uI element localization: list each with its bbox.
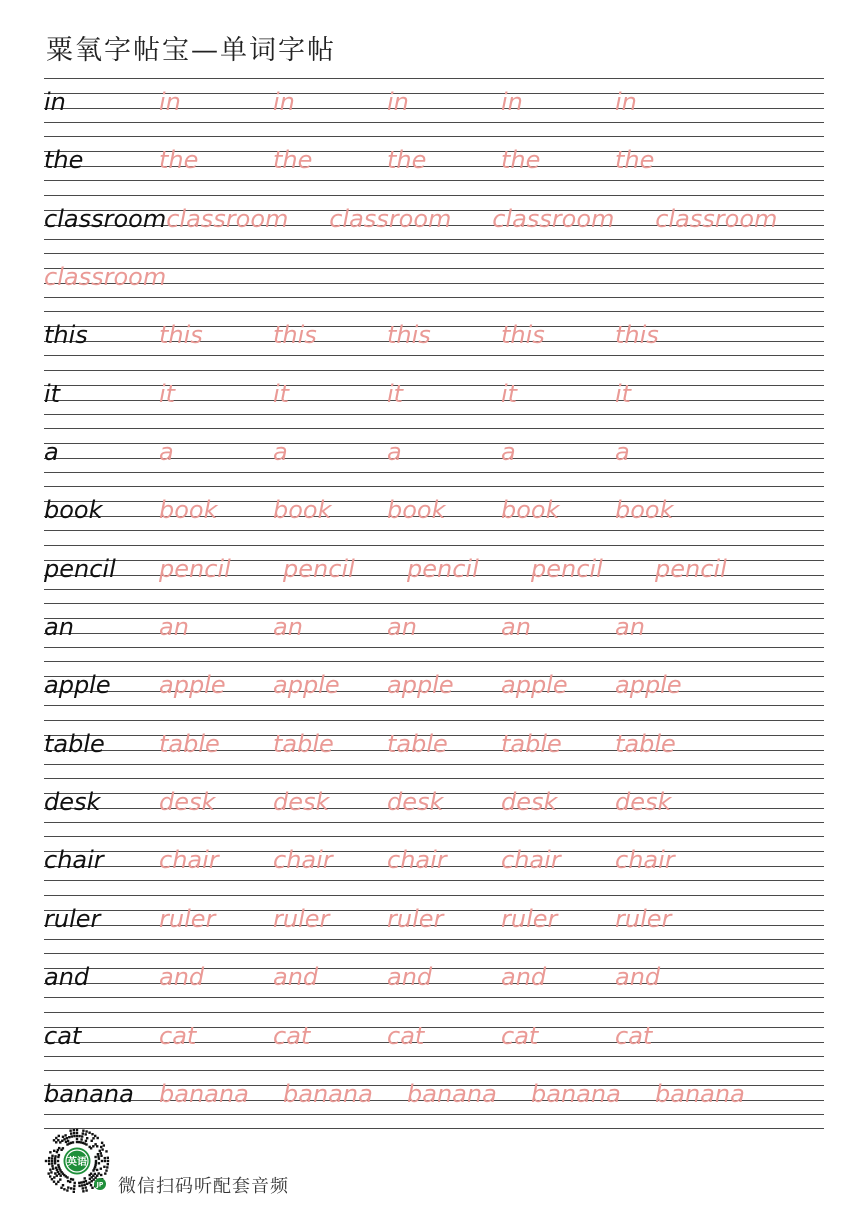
word-line bbox=[44, 140, 824, 180]
footer-caption: 微信扫码听配套音频 bbox=[118, 1176, 289, 1197]
model-word: table bbox=[44, 729, 105, 758]
trace-word: it bbox=[159, 379, 176, 408]
trace-word: an bbox=[501, 613, 531, 642]
rule-line bbox=[44, 603, 824, 604]
rule-line bbox=[44, 1114, 824, 1115]
word-line bbox=[44, 490, 824, 530]
rule-line bbox=[44, 880, 824, 881]
qr-badge-label: 英语 bbox=[67, 1157, 87, 1168]
trace-word: apple bbox=[501, 671, 568, 700]
trace-word: ruler bbox=[615, 904, 672, 933]
rule-line bbox=[44, 545, 824, 546]
trace-word: an bbox=[615, 613, 645, 642]
trace-word: table bbox=[387, 729, 448, 758]
practice-row bbox=[44, 720, 824, 778]
rule-line bbox=[44, 370, 824, 371]
model-word: pencil bbox=[44, 554, 116, 583]
rule-line bbox=[44, 822, 824, 823]
trace-word: book bbox=[387, 496, 446, 525]
handwriting-sheet bbox=[44, 78, 824, 1129]
model-word: a bbox=[44, 438, 59, 467]
practice-row bbox=[44, 545, 824, 603]
trace-word: a bbox=[159, 438, 174, 467]
trace-word: this bbox=[273, 321, 317, 350]
practice-row bbox=[44, 603, 824, 661]
practice-row bbox=[44, 428, 824, 486]
practice-row bbox=[44, 778, 824, 836]
word-line bbox=[44, 199, 824, 239]
rule-line bbox=[44, 836, 824, 837]
rule-line bbox=[44, 1012, 824, 1013]
trace-word: and bbox=[387, 963, 433, 992]
trace-word: a bbox=[387, 438, 402, 467]
rule-line bbox=[44, 778, 824, 779]
rule-line bbox=[44, 953, 824, 954]
trace-word: chair bbox=[387, 846, 447, 875]
trace-word: a bbox=[273, 438, 288, 467]
trace-word: desk bbox=[159, 788, 216, 817]
trace-word: and bbox=[273, 963, 319, 992]
trace-word: book bbox=[159, 496, 218, 525]
trace-word: it bbox=[501, 379, 518, 408]
trace-word: an bbox=[159, 613, 189, 642]
trace-word: it bbox=[615, 379, 632, 408]
rule-line bbox=[44, 720, 824, 721]
model-word: apple bbox=[44, 671, 111, 700]
trace-word: ruler bbox=[501, 904, 558, 933]
rule-line bbox=[44, 1070, 824, 1071]
trace-word: cat bbox=[387, 1021, 425, 1050]
trace-word: apple bbox=[615, 671, 682, 700]
trace-word: this bbox=[387, 321, 431, 350]
trace-word: banana bbox=[407, 1079, 497, 1108]
model-word: the bbox=[44, 146, 84, 175]
word-line bbox=[44, 315, 824, 355]
trace-word: book bbox=[273, 496, 332, 525]
rule-line bbox=[44, 939, 824, 940]
practice-row bbox=[44, 486, 824, 544]
practice-row bbox=[44, 1012, 824, 1070]
rule-line bbox=[44, 428, 824, 429]
word-line bbox=[44, 607, 824, 647]
word-line bbox=[44, 374, 824, 414]
rule-line bbox=[44, 661, 824, 662]
trace-word: this bbox=[615, 321, 659, 350]
trace-word: cat bbox=[615, 1021, 653, 1050]
practice-row bbox=[44, 311, 824, 369]
model-word: cat bbox=[44, 1021, 82, 1050]
rule-line bbox=[44, 297, 824, 298]
trace-word: an bbox=[387, 613, 417, 642]
rule-line bbox=[44, 311, 824, 312]
trace-word: ruler bbox=[273, 904, 330, 933]
rule-line bbox=[44, 136, 824, 137]
trace-word: a bbox=[501, 438, 516, 467]
trace-word: chair bbox=[615, 846, 675, 875]
trace-word: cat bbox=[501, 1021, 539, 1050]
practice-row bbox=[44, 136, 824, 194]
model-word: classroom bbox=[44, 204, 167, 233]
trace-word: it bbox=[273, 379, 290, 408]
practice-row bbox=[44, 78, 824, 136]
rule-line bbox=[44, 764, 824, 765]
rule-line bbox=[44, 997, 824, 998]
trace-word: banana bbox=[159, 1079, 249, 1108]
trace-word: an bbox=[273, 613, 303, 642]
trace-word: chair bbox=[273, 846, 333, 875]
trace-word: table bbox=[273, 729, 334, 758]
qr-corner-badge: JP bbox=[96, 1181, 104, 1189]
trace-word: classroom bbox=[492, 204, 615, 233]
rule-line bbox=[44, 180, 824, 181]
word-line bbox=[44, 840, 824, 880]
model-word: in bbox=[44, 88, 66, 116]
trace-word: ruler bbox=[387, 904, 444, 933]
rule-line bbox=[44, 253, 824, 254]
trace-word: and bbox=[159, 963, 205, 992]
rule-line bbox=[44, 239, 824, 240]
trace-word: cat bbox=[159, 1021, 197, 1050]
trace-word: desk bbox=[501, 788, 558, 817]
practice-row bbox=[44, 836, 824, 894]
trace-word: banana bbox=[283, 1079, 373, 1108]
word-line bbox=[44, 432, 824, 472]
trace-word: classroom bbox=[329, 204, 452, 233]
trace-word: it bbox=[387, 379, 404, 408]
trace-word: banana bbox=[655, 1079, 745, 1108]
trace-word: in bbox=[159, 88, 181, 116]
practice-row bbox=[44, 195, 824, 253]
trace-word: classroom bbox=[44, 263, 167, 292]
word-line bbox=[44, 782, 824, 822]
rule-line bbox=[44, 414, 824, 415]
trace-word: the bbox=[615, 146, 655, 175]
trace-word: desk bbox=[615, 788, 672, 817]
model-word: ruler bbox=[44, 904, 101, 933]
trace-word: a bbox=[615, 438, 630, 467]
trace-word: the bbox=[501, 146, 541, 175]
word-line bbox=[44, 724, 824, 764]
word-line bbox=[44, 1074, 824, 1114]
trace-word: apple bbox=[273, 671, 340, 700]
model-word: an bbox=[44, 613, 74, 642]
trace-word: apple bbox=[387, 671, 454, 700]
qr-code-icon bbox=[42, 1126, 112, 1196]
rule-line bbox=[44, 195, 824, 196]
trace-word: pencil bbox=[283, 554, 355, 583]
model-word: and bbox=[44, 963, 90, 992]
rule-line bbox=[44, 530, 824, 531]
rule-line bbox=[44, 647, 824, 648]
word-line bbox=[44, 1016, 824, 1056]
trace-word: and bbox=[501, 963, 547, 992]
trace-word: the bbox=[273, 146, 313, 175]
trace-word: desk bbox=[273, 788, 330, 817]
trace-word: book bbox=[615, 496, 674, 525]
trace-word: in bbox=[273, 88, 295, 116]
rule-line bbox=[44, 78, 824, 79]
trace-word: chair bbox=[501, 846, 561, 875]
trace-word: this bbox=[159, 321, 203, 350]
rule-line bbox=[44, 1056, 824, 1057]
trace-word: classroom bbox=[166, 204, 289, 233]
rule-line bbox=[44, 705, 824, 706]
word-line bbox=[44, 899, 824, 939]
trace-word: desk bbox=[387, 788, 444, 817]
trace-word: table bbox=[501, 729, 562, 758]
trace-word: pencil bbox=[407, 554, 479, 583]
trace-word: pencil bbox=[655, 554, 727, 583]
rule-line bbox=[44, 355, 824, 356]
page-title: 粟氧字帖宝—单词字帖 bbox=[46, 35, 336, 66]
trace-word: the bbox=[387, 146, 427, 175]
rule-line bbox=[44, 895, 824, 896]
word-line bbox=[44, 82, 824, 122]
word-line bbox=[44, 957, 824, 997]
practice-row bbox=[44, 953, 824, 1011]
rule-line bbox=[44, 589, 824, 590]
rule-line bbox=[44, 122, 824, 123]
trace-word: classroom bbox=[655, 204, 778, 233]
word-line bbox=[44, 665, 824, 705]
model-word: chair bbox=[44, 846, 104, 875]
model-word: book bbox=[44, 496, 103, 525]
practice-row bbox=[44, 1070, 824, 1128]
trace-word: the bbox=[159, 146, 199, 175]
trace-word: in bbox=[501, 88, 523, 116]
model-word: this bbox=[44, 321, 88, 350]
model-word: desk bbox=[44, 788, 101, 817]
trace-word: banana bbox=[531, 1079, 621, 1108]
practice-row bbox=[44, 895, 824, 953]
practice-row bbox=[44, 253, 824, 311]
word-line bbox=[44, 549, 824, 589]
footer bbox=[40, 1126, 440, 1198]
word-line bbox=[44, 257, 824, 297]
trace-word: this bbox=[501, 321, 545, 350]
trace-word: cat bbox=[273, 1021, 311, 1050]
trace-word: book bbox=[501, 496, 560, 525]
trace-word: chair bbox=[159, 846, 219, 875]
trace-word: table bbox=[159, 729, 220, 758]
model-word: banana bbox=[44, 1079, 134, 1108]
trace-word: ruler bbox=[159, 904, 216, 933]
trace-word: and bbox=[615, 963, 661, 992]
trace-word: pencil bbox=[159, 554, 231, 583]
practice-row bbox=[44, 661, 824, 719]
practice-row bbox=[44, 370, 824, 428]
trace-word: in bbox=[615, 88, 637, 116]
trace-word: in bbox=[387, 88, 409, 116]
rule-line bbox=[44, 472, 824, 473]
trace-word: pencil bbox=[531, 554, 603, 583]
rule-line bbox=[44, 486, 824, 487]
trace-word: apple bbox=[159, 671, 226, 700]
model-word: it bbox=[44, 379, 61, 408]
trace-word: table bbox=[615, 729, 676, 758]
